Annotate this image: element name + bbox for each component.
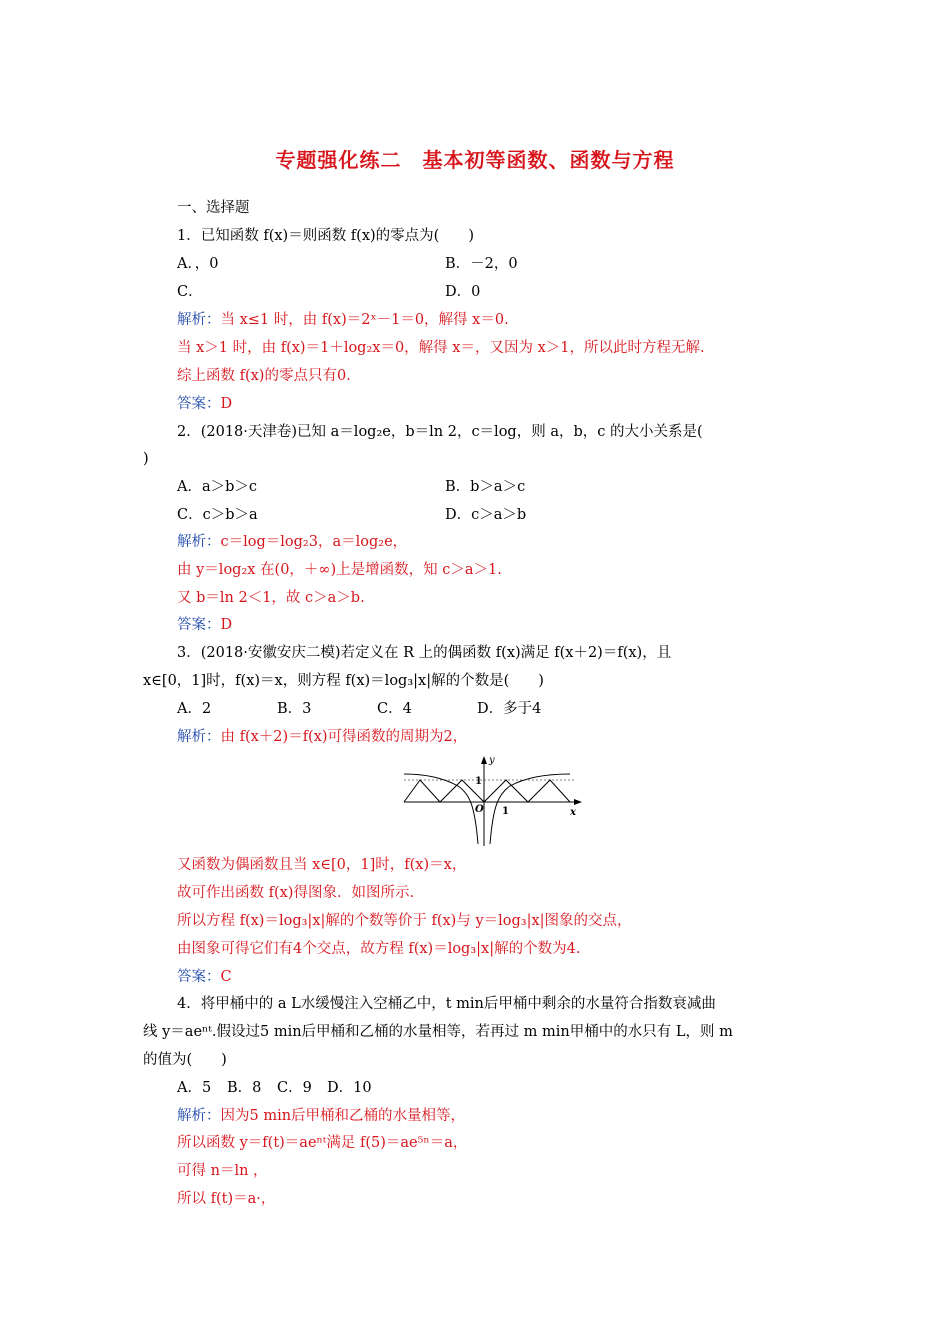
q3-option-c: C．4: [377, 701, 412, 717]
q4-stem-line-2: 线 y＝aeⁿᵗ.假设过5 min后甲桶和乙桶的水量相等，若再过 m min甲桶中的水只有 L，则 m: [143, 1024, 733, 1040]
section-heading: 一、选择题: [177, 200, 250, 216]
q4-stem-line-1: 4．将甲桶中的 a L水缓慢注入空桶乙中，t min后甲桶中剩余的水量符合指数衰减曲: [177, 996, 716, 1012]
q4-stem-line-3: 的值为( ): [143, 1052, 227, 1068]
q1-option-b: B．－2，0: [445, 256, 518, 272]
origin-label: O: [475, 804, 484, 815]
q1-stem: 1．已知函数 f(x)＝则函数 f(x)的零点为( ): [177, 228, 474, 244]
y-axis-arrow: [481, 756, 487, 764]
x-tick-one: 1: [502, 806, 509, 817]
solution-label: 解析：: [177, 729, 221, 745]
answer-value: D: [220, 396, 233, 412]
solution-text: 由 f(x＋2)＝f(x)可得函数的周期为2，: [220, 729, 468, 745]
q1-solution-line-3: 综上函数 f(x)的零点只有0.: [177, 368, 351, 384]
y-tick-one: 1: [475, 776, 482, 787]
q2-stem-line-1: 2．(2018·天津卷)已知 a＝log₂e，b＝ln 2，c＝log，则 a，b，c 的大小关系是(: [177, 424, 703, 440]
q3-option-a: A．2: [177, 701, 212, 717]
q2-solution-line-1: [177, 532, 407, 552]
q4-option-d: D．10: [327, 1080, 372, 1096]
q3-option-b: B．3: [277, 701, 312, 717]
q1-solution-line-2: 当 x＞1 时，由 f(x)＝1＋log₂x＝0，解得 x＝，又因为 x＞1，所以此时方程无解.: [177, 340, 705, 356]
q3-solution-line-5: 由图象可得它们有4个交点，故方程 f(x)＝log₃|x|解的个数为4.: [177, 941, 581, 957]
q3-solution-line-1: [177, 727, 467, 747]
periodic-function-curve: [404, 780, 570, 802]
solution-label: 解析：: [177, 1108, 221, 1124]
solution-text: 因为5 min后甲桶和乙桶的水量相等，: [220, 1108, 466, 1124]
q3-solution-line-3: 故可作出函数 f(x)得图象．如图所示.: [177, 885, 415, 901]
function-graph-figure: [398, 752, 590, 848]
q4-solution-line-3: 可得 n＝ln ，: [177, 1163, 268, 1179]
solution-label: 解析：: [177, 312, 221, 328]
q4-solution-line-2: 所以函数 y＝f(t)＝aeⁿᵗ满足 f(5)＝ae⁵ⁿ＝a，: [177, 1135, 468, 1151]
q2-option-c: C．c＞b＞a: [177, 507, 258, 523]
answer-label: 答案：: [177, 969, 221, 985]
q2-option-a: A．a＞b＞c: [177, 479, 258, 495]
q2-option-b: B．b＞a＞c: [445, 479, 526, 495]
q3-solution-line-4: 所以方程 f(x)＝log₃|x|解的个数等价于 f(x)与 y＝log₃|x|图象的交点，: [177, 913, 632, 929]
q4-option-b: B．8: [227, 1080, 262, 1096]
x-axis-arrow: [574, 799, 582, 805]
q3-stem-line-1: 3．(2018·安徽安庆二模)若定义在 R 上的偶函数 f(x)满足 f(x＋2)＝f(x)，且: [177, 645, 672, 661]
q2-solution-line-3: 又 b＝ln 2＜1，故 c＞a＞b.: [177, 590, 365, 606]
y-axis-label: y: [489, 755, 495, 766]
x-axis-label: x: [570, 807, 576, 818]
q3-stem-line-2: x∈[0，1]时，f(x)＝x，则方程 f(x)＝log₃|x|解的个数是( ): [143, 673, 544, 689]
q3-solution-line-2: 又函数为偶函数且当 x∈[0，1]时，f(x)＝x，: [177, 857, 467, 873]
solution-label: 解析：: [177, 534, 221, 550]
solution-text: 当 x≤1 时，由 f(x)＝2ˣ－1＝0，解得 x＝0.: [220, 312, 509, 328]
q2-answer: [177, 615, 232, 635]
answer-label: 答案：: [177, 617, 221, 633]
q2-stem-line-2: ): [143, 451, 149, 467]
answer-value: D: [220, 617, 233, 633]
q4-solution-line-4: 所以 f(t)＝a·，: [177, 1191, 276, 1207]
q3-answer: [177, 967, 232, 987]
q2-option-d: D．c＞a＞b: [445, 507, 527, 523]
q2-solution-line-2: 由 y＝log₂x 在(0，＋∞)上是增函数，知 c＞a＞1.: [177, 562, 502, 578]
q1-answer: [177, 394, 232, 414]
q1-option-a: A．，0: [177, 256, 219, 272]
answer-label: 答案：: [177, 396, 221, 412]
q3-option-d: D．多于4: [477, 701, 542, 717]
q1-option-d: D．0: [445, 284, 481, 300]
q1-option-c: C．: [177, 284, 203, 300]
q4-option-a: A．5: [177, 1080, 212, 1096]
answer-value: C: [220, 969, 232, 985]
page-title: 专题强化练二 基本初等函数、函数与方程: [275, 148, 675, 172]
q4-solution-line-1: [177, 1106, 465, 1126]
q1-solution-line-1: [177, 310, 509, 330]
solution-text: c＝log＝log₂3，a＝log₂e，: [220, 534, 408, 550]
q4-option-c: C．9: [277, 1080, 312, 1096]
